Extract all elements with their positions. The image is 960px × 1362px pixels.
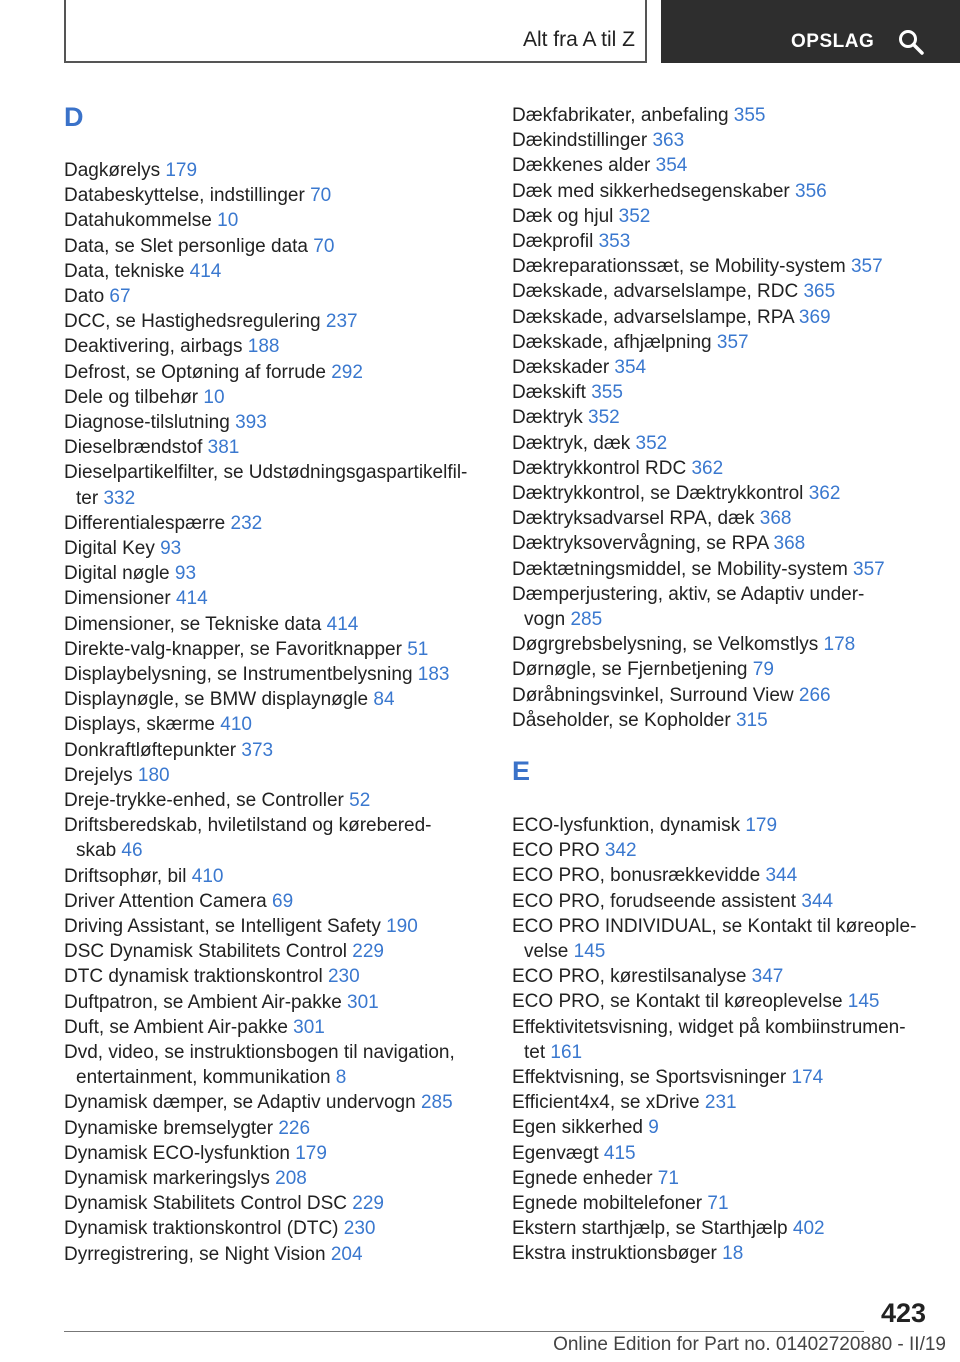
section-letter: E [512, 756, 531, 786]
index-entry-text: Dyrregistrering, se Night Vision [64, 1243, 331, 1265]
index-entry-text: Dele og tilbehør [64, 386, 204, 408]
index-entry-continuation: tet 161 [524, 1041, 583, 1063]
index-entry-text: Displaynøgle, se BMW displaynøgle [64, 689, 374, 711]
index-entry-text: Dækskade, afhjælpning [512, 331, 717, 353]
index-entry-text: ECO PRO INDIVIDUAL, se Kontakt til køreople- [512, 915, 917, 937]
index-entry-text: Dækreparationssæt, se Mobility-system [512, 256, 851, 278]
page-reference-link[interactable]: 229 [352, 1193, 384, 1215]
lookup-label: OPSLAG [791, 31, 875, 52]
index-entry-text: Datahukommelse [64, 210, 218, 232]
page-reference-link[interactable]: 301 [347, 991, 379, 1013]
page-reference-link[interactable]: 402 [792, 1218, 825, 1240]
page-reference-link[interactable]: 368 [773, 533, 806, 555]
index-entry-text: Dynamisk ECO-lysfunktion [64, 1142, 296, 1164]
page-reference-link[interactable]: 237 [325, 311, 358, 333]
page-reference-link[interactable]: 356 [795, 180, 827, 202]
index-entry-text: Dimensioner, se Tekniske data [64, 613, 327, 635]
index-entry-text: Dæktætningsmiddel, se Mobility-system [512, 558, 854, 580]
index-entry [64, 914, 418, 939]
page-reference-link[interactable]: 357 [716, 331, 749, 353]
index-entry [64, 1040, 455, 1090]
index-entry-text: Dåseholder, se Kopholder [512, 709, 736, 731]
index-entry [512, 863, 797, 888]
index-entry [64, 410, 267, 435]
header-section-tab [64, 0, 647, 63]
index-entry [512, 1241, 743, 1266]
index-entry [512, 1090, 737, 1115]
index-entry-text: Displays, skærme [64, 714, 221, 736]
index-entry-text: Effektivitetsvisning, widget på kombiinstrumen- [512, 1016, 906, 1038]
index-entry-text: Dæktryk [512, 407, 588, 429]
index-entry-continuation: skab 46 [76, 840, 143, 862]
lookup-button[interactable] [661, 0, 960, 63]
index-entry-text: Data, se Slet personlige data [64, 235, 314, 257]
index-entry [64, 360, 363, 385]
index-entry [512, 914, 916, 964]
search-icon [897, 28, 925, 56]
page-reference-link[interactable]: 353 [598, 231, 631, 252]
index-entry [512, 254, 883, 279]
index-entry-text: Duft, se Ambient Air-pakke [64, 1016, 294, 1038]
page-reference-link[interactable]: 373 [241, 739, 274, 761]
index-entry [512, 128, 684, 153]
index-entry-text: Dagkørelys [64, 160, 166, 181]
page-reference-link[interactable]: 292 [331, 361, 363, 383]
index-entry [512, 229, 630, 254]
index-entry-text: Dieselpartikelfilter, se Udstødningsgaspartikelfil- [64, 462, 468, 484]
page-reference-link[interactable]: 347 [751, 966, 784, 988]
page-reference-link[interactable]: 362 [808, 483, 841, 504]
index-entry [64, 612, 358, 637]
index-entry-text: Dæktrykkontrol RDC [512, 457, 692, 479]
page-reference-link[interactable]: 70 [310, 185, 332, 207]
index-entry [64, 208, 238, 233]
index-entry-text: Dæktryksovervågning, se RPA [512, 533, 774, 555]
index-entry-text: Dynamiske bremselygter [64, 1117, 279, 1139]
index-entry-text: Dækprofil [512, 231, 599, 252]
index-entry-continuation: velse 145 [524, 941, 606, 962]
index-entry-text: Dækfabrikater, anbefaling [512, 105, 734, 126]
page-reference-link[interactable]: 79 [752, 659, 774, 681]
page-reference-link[interactable]: 229 [352, 941, 384, 963]
footer-edition: Online Edition for Part no. 01402720880 - II/19 [553, 1334, 946, 1355]
page-reference-link[interactable]: 161 [550, 1041, 583, 1063]
index-entry-text: Dynamisk markeringslys [64, 1168, 276, 1189]
page-reference-link[interactable]: 285 [420, 1092, 453, 1114]
index-entry [512, 506, 791, 531]
index-entry-text: Dato [64, 286, 110, 307]
index-entry [512, 557, 885, 582]
index-entry [64, 536, 181, 561]
index-entry-text: Dæk med sikkerhedsegenskaber [512, 180, 796, 202]
index-entry [512, 708, 768, 733]
page-reference-link[interactable]: 410 [220, 714, 252, 736]
index-entry [64, 1141, 327, 1166]
index-entry-text: Dækskift [512, 382, 592, 404]
index-entry-text: Defrost, se Optøning af forrude [64, 361, 332, 383]
page-reference-link[interactable]: 357 [853, 558, 885, 580]
index-entry [64, 1116, 310, 1141]
page-reference-link[interactable]: 352 [588, 407, 620, 429]
index-entry-text: Dynamisk Stabilitets Control DSC [64, 1193, 353, 1215]
page-reference-link[interactable]: 145 [573, 941, 606, 962]
page-reference-link[interactable]: 231 [704, 1092, 737, 1114]
index-entry [512, 1166, 679, 1191]
index-entry-text: Dynamisk dæmper, se Adaptiv undervogn [64, 1092, 421, 1114]
index-entry [512, 657, 774, 682]
page-reference-link[interactable]: 10 [203, 386, 225, 408]
footer-divider [64, 1331, 864, 1332]
page-reference-link[interactable]: 414 [189, 260, 222, 282]
index-entry-text: Driving Assistant, se Intelligent Safety [64, 916, 387, 937]
page-reference-link[interactable]: 8 [335, 1067, 347, 1089]
index-entry-text: Efficient4x4, se xDrive [512, 1092, 705, 1114]
index-entry-text: DCC, se Hastighedsregulering [64, 311, 326, 333]
index-entry-text: Donkraftløftepunkter [64, 739, 242, 761]
index-entry-text: Drejelys [64, 764, 138, 786]
page-reference-link[interactable]: 180 [137, 764, 170, 786]
index-entry [512, 103, 766, 128]
index-entry [512, 481, 840, 506]
index-entry-text: Driver Attention Camera [64, 890, 273, 912]
index-entry [64, 964, 360, 989]
page-reference-link[interactable]: 93 [174, 563, 197, 585]
index-entry-text: Egen sikkerhed [512, 1117, 649, 1139]
index-entry [64, 435, 239, 460]
index-entry [64, 1242, 363, 1267]
page-reference-link[interactable]: 352 [618, 205, 651, 227]
page-reference-link[interactable]: 357 [850, 256, 883, 278]
page-reference-link[interactable]: 230 [327, 966, 360, 988]
index-entry-text: DTC dynamisk traktionskontrol [64, 966, 328, 988]
index-entry [512, 305, 831, 330]
index-entry [512, 683, 831, 708]
index-entry-text: Dieselbrændstof [64, 437, 208, 459]
index-entry [64, 1216, 375, 1241]
index-entry [64, 889, 293, 914]
page-reference-link[interactable]: 368 [759, 508, 792, 530]
page-reference-link[interactable]: 208 [275, 1168, 307, 1189]
index-entry [64, 813, 432, 863]
index-entry [512, 204, 650, 229]
index-entry-text: ECO PRO, forudseende assistent [512, 890, 802, 912]
index-entry [512, 582, 864, 632]
index-entry [64, 334, 279, 359]
index-entry-text: Dreje-trykke-enhed, se Controller [64, 790, 350, 811]
index-entry [64, 763, 170, 788]
page-reference-link[interactable]: 414 [175, 588, 208, 610]
index-entry [64, 385, 225, 410]
page-reference-link[interactable]: 301 [293, 1016, 325, 1038]
index-entry [64, 738, 273, 763]
page-reference-link[interactable]: 174 [791, 1067, 824, 1088]
page-reference-link[interactable]: 93 [160, 538, 182, 559]
page-reference-link[interactable]: 230 [343, 1218, 376, 1240]
index-entry-text: Dimensioner [64, 588, 176, 610]
index-entry-text: Dækindstillinger [512, 130, 653, 152]
page-reference-link[interactable]: 145 [847, 991, 880, 1013]
index-entry [64, 234, 334, 259]
page-reference-link[interactable]: 355 [733, 105, 766, 126]
index-entry [64, 788, 370, 813]
index-entry-text: Effektvisning, se Sportsvisninger [512, 1067, 792, 1088]
page-reference-link[interactable]: 179 [165, 160, 198, 181]
page-reference-link[interactable]: 344 [801, 890, 834, 912]
index-entry-text: Dæk og hjul [512, 205, 619, 227]
page-number: 423 [880, 1298, 926, 1328]
index-entry-text: ECO-lysfunktion, dynamisk [512, 815, 746, 836]
page-reference-link[interactable]: 71 [657, 1167, 679, 1189]
page-reference-link[interactable]: 332 [103, 487, 136, 509]
page-reference-link[interactable]: 10 [217, 210, 239, 232]
index-entry [512, 889, 833, 914]
index-entry [64, 637, 428, 662]
index-entry-text: Duftpatron, se Ambient Air-pakke [64, 991, 348, 1013]
page-reference-link[interactable]: 188 [247, 336, 280, 358]
index-entry [512, 431, 667, 456]
index-entry-text: Døråbningsvinkel, Surround View [512, 684, 799, 706]
index-entry [512, 355, 646, 380]
index-entry [512, 179, 827, 204]
page-reference-link[interactable]: 179 [295, 1142, 327, 1164]
section-title: Alt fra A til Z [522, 28, 635, 51]
index-entry-text: Direkte-valg-knapper, se Favoritknapper [64, 638, 408, 660]
index-entry-text: Dækkenes alder [512, 155, 656, 177]
page-reference-link[interactable]: 393 [235, 412, 267, 433]
page-reference-link[interactable]: 226 [278, 1117, 311, 1139]
index-entry [64, 687, 395, 712]
index-entry [512, 1015, 906, 1065]
page-reference-link[interactable]: 179 [745, 815, 778, 836]
index-entry [64, 158, 197, 183]
index-entry-text: Driftsophør, bil [64, 865, 192, 887]
page-reference-link[interactable]: 352 [635, 432, 668, 454]
page-reference-link[interactable]: 46 [121, 840, 143, 862]
index-entry [64, 1090, 453, 1115]
page-reference-link[interactable]: 381 [207, 437, 240, 459]
index-entry [64, 460, 467, 510]
index-entry [512, 330, 749, 355]
index-entry [512, 1141, 636, 1166]
index-entry-text: Dækskader [512, 357, 615, 378]
index-entry-text: Dørnøgle, se Fjernbetjening [512, 659, 753, 681]
index-entry-text: Dæktryksadvarsel RPA, dæk [512, 508, 760, 530]
page-reference-link[interactable]: 355 [591, 382, 623, 404]
page-reference-link[interactable]: 415 [603, 1142, 636, 1164]
page-reference-link[interactable]: 204 [330, 1243, 363, 1265]
index-entry [512, 1065, 823, 1090]
index-entry-text: Ekstra instruktionsbøger [512, 1243, 723, 1265]
index-entry-text: Egnede enheder [512, 1167, 658, 1189]
index-entry [512, 380, 623, 405]
page-reference-link[interactable]: 363 [652, 130, 685, 152]
index-entry-text: Dækskade, advarselslampe, RDC [512, 281, 804, 303]
index-entry [64, 309, 358, 334]
index-entry [64, 259, 221, 284]
page-reference-link[interactable]: 84 [373, 689, 395, 711]
index-entry [64, 1191, 384, 1216]
index-entry [512, 531, 805, 556]
index-entry [64, 1015, 325, 1040]
index-entry [64, 864, 223, 889]
page-reference-link[interactable]: 414 [326, 613, 359, 635]
index-entry [64, 939, 384, 964]
index-entry-text: ECO PRO [512, 840, 605, 862]
index-entry-text: Diagnose-tilslutning [64, 412, 236, 433]
page-reference-link[interactable]: 9 [648, 1117, 659, 1139]
index-entry-text: Dvd, video, se instruktionsbogen til navigation, [64, 1042, 455, 1063]
index-entry-text: Døgrgrebsbelysning, se Velkomstlys [512, 634, 824, 656]
index-entry [512, 964, 783, 989]
index-entry-continuation: entertainment, kommunikation 8 [76, 1067, 347, 1089]
page-reference-link[interactable]: 69 [272, 890, 294, 912]
index-entry [64, 511, 262, 536]
index-entry-text: Dækskade, advarselslampe, RPA [512, 306, 799, 328]
page-reference-link[interactable]: 362 [691, 457, 724, 479]
index-entry-text: DSC Dynamisk Stabilitets Control [64, 941, 353, 963]
page-reference-link[interactable]: 410 [191, 865, 224, 887]
index-entry-text: Dynamisk traktionskontrol (DTC) [64, 1218, 344, 1240]
index-entry [512, 989, 880, 1014]
index-entry-text: Egenvægt [512, 1142, 604, 1164]
index-entry-continuation: ter 332 [76, 487, 136, 509]
page-reference-link[interactable]: 266 [798, 684, 831, 706]
index-entry-text: Digital nøgle [64, 563, 175, 585]
index-entry [512, 1115, 659, 1140]
page-reference-link[interactable]: 285 [570, 609, 603, 630]
index-entry [512, 838, 637, 863]
index-entry-text: Driftsberedskab, hviletilstand og kørebered- [64, 815, 432, 837]
page-reference-link[interactable]: 70 [313, 235, 335, 257]
index-entry-text: Digital Key [64, 538, 161, 559]
index-entry [512, 456, 723, 481]
index-entry-text: Data, tekniske [64, 260, 190, 282]
page-reference-link[interactable]: 18 [722, 1243, 744, 1265]
index-entry-text: Differentialespærre [64, 512, 231, 534]
index-entry-text: Dæktryk, dæk [512, 432, 636, 454]
page-reference-link[interactable]: 354 [655, 155, 688, 177]
section-letter: D [64, 102, 84, 132]
index-entry [64, 561, 196, 586]
index-entry-text: Displaybelysning, se Instrumentbelysning [64, 664, 418, 685]
index-entry-text: ECO PRO, bonusrækkevidde [512, 865, 766, 887]
index-entry-text: ECO PRO, se Kontakt til køreoplevelse [512, 991, 848, 1013]
index-entry [512, 153, 687, 178]
page-reference-link[interactable]: 369 [798, 306, 831, 328]
page-reference-link[interactable]: 354 [614, 357, 647, 378]
page-reference-link[interactable]: 365 [803, 281, 836, 303]
index-entry-text: Egnede mobiltelefoner [512, 1193, 708, 1214]
index-entry [64, 662, 450, 687]
index-entry-continuation: vogn 285 [524, 609, 603, 630]
index-entry [64, 183, 331, 208]
index-entry [64, 284, 131, 309]
index-entry [512, 1191, 729, 1216]
index-entry-text: Ekstern starthjælp, se Starthjælp [512, 1218, 793, 1240]
index-entry [512, 279, 835, 304]
page-reference-link[interactable]: 232 [230, 512, 263, 534]
index-entry [64, 1166, 307, 1191]
index-entry [512, 405, 620, 430]
page-reference-link[interactable]: 315 [735, 709, 768, 731]
page-reference-link[interactable]: 344 [765, 865, 798, 887]
index-entry-text: Databeskyttelse, indstillinger [64, 185, 311, 207]
page-reference-link[interactable]: 183 [417, 664, 450, 685]
page-reference-link[interactable]: 67 [109, 286, 131, 307]
index-entry [64, 586, 208, 611]
index-entry-text: Dæmperjustering, aktiv, se Adaptiv under- [512, 583, 865, 605]
page-reference-link[interactable]: 52 [349, 790, 371, 811]
page-reference-link[interactable]: 190 [386, 916, 418, 937]
page-reference-link[interactable]: 51 [407, 638, 429, 660]
index-entry-text: ECO PRO, kørestilsanalyse [512, 966, 752, 988]
index-entry [512, 632, 855, 657]
index-entry [512, 813, 777, 838]
page-reference-link[interactable]: 71 [707, 1193, 729, 1214]
index-entry-text: Dæktrykkontrol, se Dæktrykkontrol [512, 483, 809, 504]
page-reference-link[interactable]: 342 [604, 840, 637, 862]
index-entry [512, 1216, 825, 1241]
index-entry-text: Deaktivering, airbags [64, 336, 248, 358]
index-entry [64, 712, 252, 737]
page-reference-link[interactable]: 178 [823, 634, 856, 656]
index-entry [64, 990, 379, 1015]
